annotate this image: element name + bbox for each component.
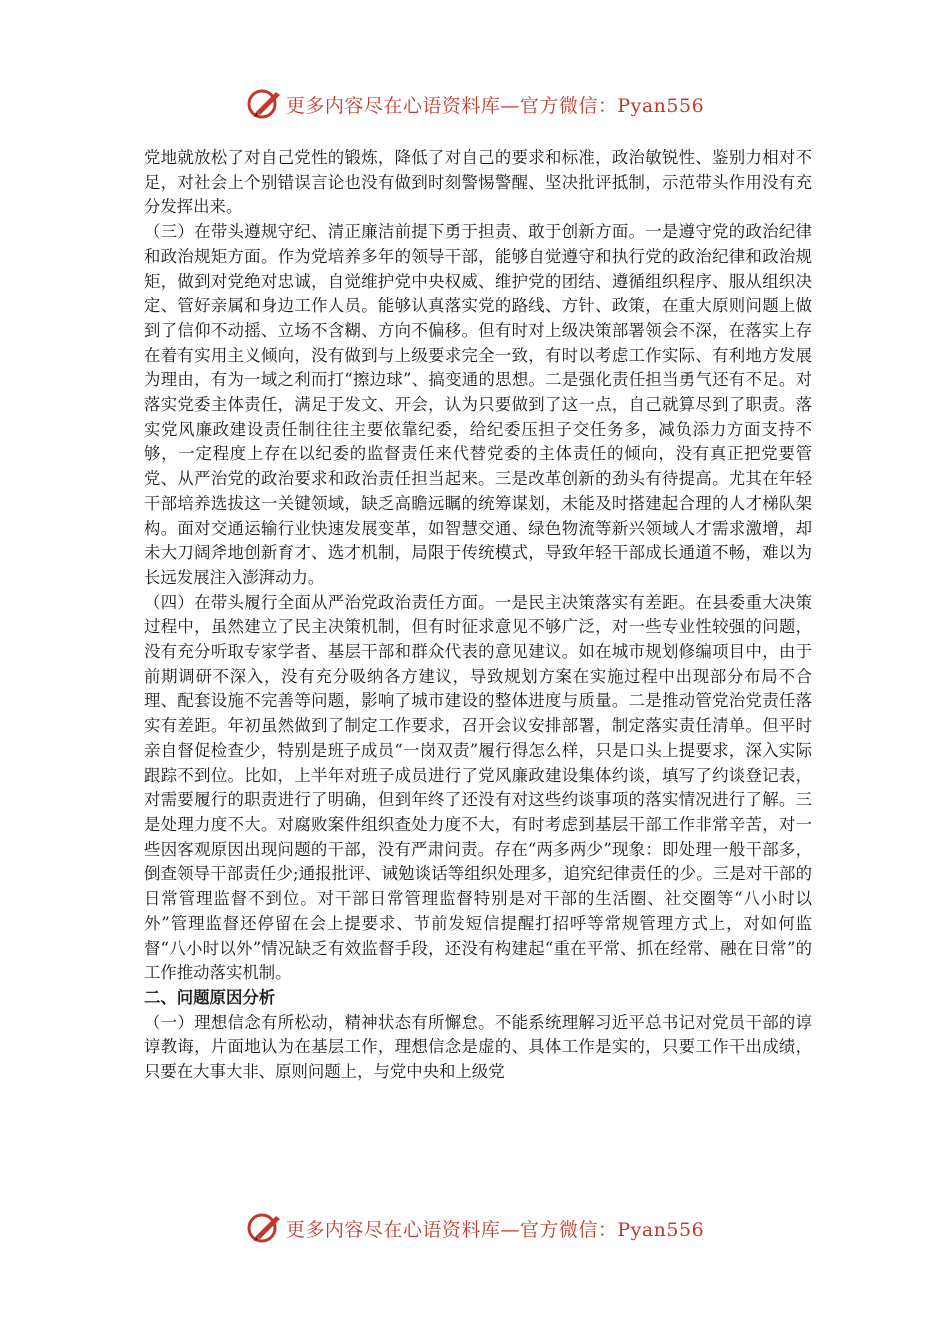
paragraph-1: 党地就放松了对自己党性的锻炼，降低了对自己的要求和标准，政治敏锐性、鉴别力相对不足，对社会上个别错误言论也没有做到时刻警惕警醒、坚决批评抵制，示范带头作用没有充分发挥出来。 bbox=[144, 148, 812, 217]
paragraph-4: （一）理想信念有所松动，精神状态有所懈怠。不能系统理解习近平总书记对党员干部的谆谆教诲，片面地认为在基层工作，理想信念是虚的、具体工作是实的，只要工作干出成绩，只要在大事大非、原则问题上，与党中央和上级党 bbox=[144, 1012, 812, 1082]
section-heading: 二、问题原因分析 bbox=[144, 987, 276, 1007]
header-watermark bbox=[0, 84, 950, 124]
footer-watermark bbox=[0, 1208, 950, 1248]
watermark-text: 更多内容尽在心语资料库—官方微信：Pyan556 bbox=[285, 1218, 705, 1241]
document-body bbox=[144, 146, 812, 1085]
pen-logo-icon bbox=[246, 86, 284, 122]
paragraph-3: （四）在带头履行全面从严治党政治责任方面。一是民主决策落实有差距。在县委重大决策过程中，虽然建立了民主决策机制，但有时征求意见不够广泛，对一些专业性较强的问题，没有充分听取专家学者、基层干部和群众代表的意见建议。如在城市规划修编项目中，由于前期调研不深入，没有充分吸纳各方建议，导致规划方案在实施过程中出现部分布局不合理、配套设施不完善等问题，影响了城市建设的整体进度与质量。二是推动管党治党责任落实有差距。年初虽然做到了制定工作要求，召开会议安排部署，制定落实责任清单。但平时亲自督促检查少，特别是班子成员“一岗双责”履行得怎么样，只是口头上提要求，深入实际跟踪不到位。比如，上半年对班子成员进行了党风廉政建设集体约谈，填写了约谈登记表，对需要履行的职责进行了明确，但到年终了还没有对这些约谈事项的落实情况进行了解。三是处理力度不大。对腐败案件组织查处力度不大，有时考虑到基层干部工作非常辛苦，对一些因客观原因出现问题的干部，没有严肃问责。存在“两多两少”现象：即处理一般干部多，倒查领导干部责任少;通报批评、诫勉谈话等组织处理多，追究纪律责任的少。三是对干部的日常管理监督不到位。对干部日常管理监督特别是对干部的生活圈、社交圈等“八小时以外”管理监督还停留在会上提要求、节前发短信提醒打招呼等常规管理方式上，对如何监督“八小时以外”情况缺乏有效监督手段，还没有构建起“重在平常、抓在经常、融在日常”的工作推动落实机制。 bbox=[144, 592, 812, 983]
watermark-text: 更多内容尽在心语资料库—官方微信：Pyan556 bbox=[285, 94, 705, 117]
paragraph-2: （三）在带头遵规守纪、清正廉洁前提下勇于担责、敢于创新方面。一是遵守党的政治纪律和政治规矩方面。作为党培养多年的领导干部，能够自觉遵守和执行党的政治纪律和政治规矩，做到对党绝对忠诚，自觉维护党中央权威、维护党的团结、遵循组织程序、服从组织决定、管好亲属和身边工作人员。能够认真落实党的路线、方针、政策，在重大原则问题上做到了信仰不动摇、立场不含糊、方向不偏移。但有时对上级决策部署领会不深，在落实上存在着有实用主义倾向，没有做到与上级要求完全一致，有时以考虑工作实际、有利地方发展为理由，有为一域之利而打“擦边球”、搞变通的思想。二是强化责任担当勇气还有不足。对落实党委主体责任，满足于发文、开会，认为只要做到了这一点，自己就算尽到了职责。落实党风廉政建设责任制往往主要依靠纪委，给纪委压担子交任务多，减负添力方面支持不够，一定程度上存在以纪委的监督责任来代替党委的主体责任的倾向，没有真正把党要管党、从严治党的政治要求和政治责任担当起来。三是改革创新的劲头有待提高。尤其在年轻干部培养选拔这一关键领域，缺乏高瞻远瞩的统筹谋划，未能及时搭建起合理的人才梯队架构。面对交通运输行业快速发展变革，如智慧交通、绿色物流等新兴领域人才需求激增，却未大刀阔斧地创新育才、选才机制，局限于传统模式，导致年轻干部成长通道不畅，难以为长远发展注入澎湃动力。 bbox=[144, 222, 812, 587]
pen-logo-icon bbox=[246, 1210, 284, 1246]
